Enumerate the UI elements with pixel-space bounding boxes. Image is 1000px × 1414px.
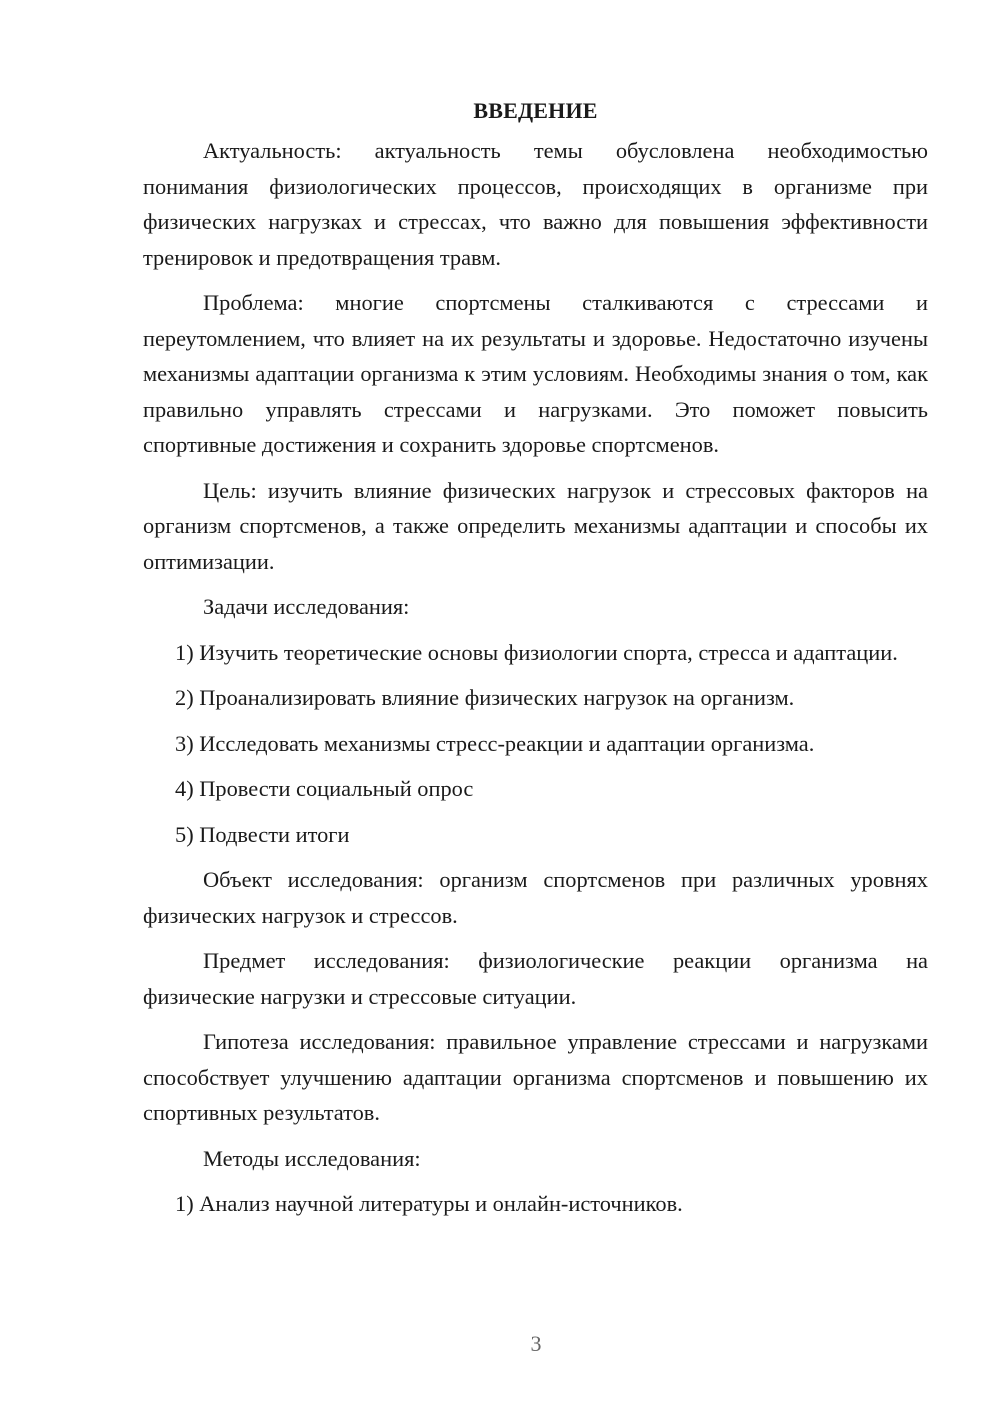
paragraph-object: Объект исследования: организм спортсменов при различных уровнях физических нагрузок и стрессов.	[143, 867, 928, 928]
paragraph-hypothesis: Гипотеза исследования: правильное управление стрессами и нагрузками способствует улучшению адаптации организма спортсменов и повышению их спортивных результатов.	[143, 1029, 928, 1125]
methods-list	[143, 1186, 928, 1222]
section-title: ВВЕДЕНИЕ	[473, 98, 598, 123]
list-item: 5) Подвести итоги	[175, 821, 350, 847]
page-content	[143, 93, 928, 1232]
list-item: 4) Провести социальный опрос	[175, 776, 474, 801]
tasks-list	[143, 635, 928, 853]
page-number: 3	[530, 1331, 542, 1356]
paragraph-subject: Предмет исследования: физиологические реакции организма на физические нагрузки и стрессовые ситуации.	[143, 948, 928, 1009]
list-item: 1) Анализ научной литературы и онлайн-источников.	[175, 1191, 683, 1216]
paragraph-problem: Проблема: многие спортсмены сталкиваются с стрессами и переутомлением, что влияет на их результаты и здоровье. Недостаточно изучены механизмы адаптации организма к этим условиям. Необходимы знания о том, как правильно управлять стрессами и нагрузками. Это поможет повысить спортивные достижения и сохранить здоровье спортсменов.	[143, 290, 928, 457]
list-item: 3) Исследовать механизмы стресс-реакции и адаптации организма.	[175, 730, 815, 756]
list-item: 2) Проанализировать влияние физических нагрузок на организм.	[175, 685, 795, 710]
paragraph-goal: Цель: изучить влияние физических нагрузок и стрессовых факторов на организм спортсменов, а также определить механизмы адаптации и способы их оптимизации.	[143, 477, 928, 574]
list-item: 1) Изучить теоретические основы физиологии спорта, стресса и адаптации.	[175, 639, 898, 665]
tasks-heading: Задачи исследования:	[203, 594, 410, 619]
paragraph-relevance: Актуальность: актуальность темы обусловлена необходимостью понимания физиологических процессов, происходящих в организме при физических нагрузках и стрессах, что важно для повышения эффективности тренировок и предотвращения травм.	[143, 138, 928, 270]
methods-heading: Методы исследования:	[203, 1145, 421, 1171]
